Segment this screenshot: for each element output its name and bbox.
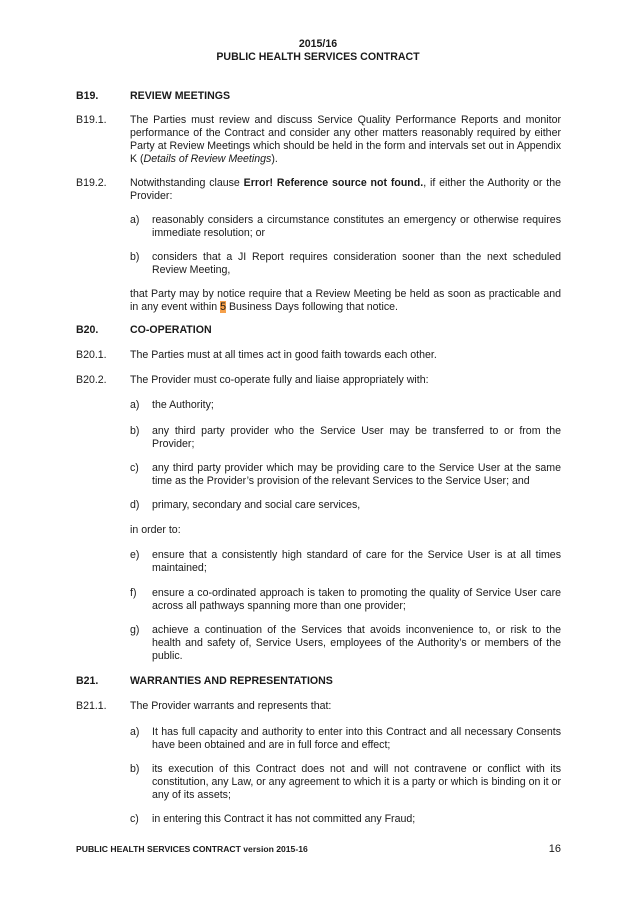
list-item-label: b) xyxy=(130,763,140,775)
clause-number-b19-1: B19.1. xyxy=(76,114,107,126)
list-item-text: in entering this Contract it has not committed any Fraud; xyxy=(152,813,416,825)
header-title: PUBLIC HEALTH SERVICES CONTRACT xyxy=(216,51,420,63)
list-item-text: ensure a co-ordinated approach is taken to promoting the quality of Service User care across all pathways spanning more than one provider; xyxy=(152,587,561,612)
clause-number-b21-1: B21.1. xyxy=(76,700,107,712)
clause-number-b20-1: B20.1. xyxy=(76,349,107,361)
error-reference-text: Error! Reference source not found. xyxy=(243,177,424,189)
list-item-label: e) xyxy=(130,549,140,561)
clause-tail-b19-2 xyxy=(130,288,561,314)
highlighted-value: 5 xyxy=(220,301,227,313)
list-item-label: c) xyxy=(130,462,139,474)
list-item-text: It has full capacity and authority to enter into this Contract and all necessary Consents have been obtained and are in full force and effect; xyxy=(152,726,561,751)
clause-text-b19-2-pre: Notwithstanding clause xyxy=(130,177,244,189)
clause-text-b19-1-end: ). xyxy=(271,153,278,165)
clause-text-b19-1 xyxy=(130,114,561,166)
list-item-label: f) xyxy=(130,587,137,599)
clause-text-b21-1: The Provider warrants and represents that: xyxy=(130,700,332,712)
section-title-b21: WARRANTIES AND REPRESENTATIONS xyxy=(130,675,333,687)
section-title-b19: REVIEW MEETINGS xyxy=(130,90,231,102)
list-item-text: reasonably considers a circumstance constitutes an emergency or otherwise requires immediate resolution; or xyxy=(152,214,561,239)
section-number-b21: B21. xyxy=(76,675,99,687)
in-order-to-text: in order to: xyxy=(130,524,181,536)
list-item-text: the Authority; xyxy=(152,399,214,411)
footer-title: PUBLIC HEALTH SERVICES CONTRACT version 2015-16 xyxy=(76,844,308,854)
list-item-label: b) xyxy=(130,425,140,437)
list-item-label: a) xyxy=(130,726,140,738)
clause-tail-post: Business Days following that notice. xyxy=(226,301,398,313)
clause-text-b19-1-main: The Parties must review and discuss Service Quality Performance Reports and monitor performance of the Contract and consider any other matters reasonably required by either Party at Review Meetings which should be held in the form and intervals set out in Appendix K ( xyxy=(130,114,561,165)
clause-text-b19-2-post: , if either the Authority or the Provider: xyxy=(130,177,561,202)
clause-number-b19-2: B19.2. xyxy=(76,177,107,189)
list-item-label: a) xyxy=(130,399,140,411)
clause-number-b20-2: B20.2. xyxy=(76,374,107,386)
list-item-text: primary, secondary and social care services, xyxy=(152,499,361,511)
clause-text-b19-2 xyxy=(130,177,561,203)
list-item-label: b) xyxy=(130,251,140,263)
list-item-text: any third party provider who the Service User may be transferred to or from the Provider; xyxy=(152,425,561,450)
list-item-label: g) xyxy=(130,624,140,636)
list-item-text: any third party provider which may be providing care to the Service User at the same time as the Provider’s provision of the relevant Services to the Service User; and xyxy=(152,462,561,487)
section-number-b19: B19. xyxy=(76,90,99,102)
page-number: 16 xyxy=(548,843,561,855)
clause-text-b20-1: The Parties must at all times act in good faith towards each other. xyxy=(130,349,437,361)
list-item-text: ensure that a consistently high standard of care for the Service User is at all times maintained; xyxy=(152,549,561,574)
clause-text-b20-2: The Provider must co-operate fully and liaise appropriately with: xyxy=(130,374,429,386)
clause-tail-pre: that Party may by notice require that a Review Meeting be held as soon as practicable and in any event within xyxy=(130,288,561,313)
list-item-text: its execution of this Contract does not and will not contravene or conflict with its constitution, any Law, or any agreement to which it is a party or which is binding on it or any of its assets; xyxy=(152,763,561,801)
list-item-text: achieve a continuation of the Services that avoids inconvenience to, or risk to the health and safety of, Service Users, employees of the Authority’s or members of the public. xyxy=(152,624,561,662)
list-item-text: considers that a JI Report requires consideration sooner than the next scheduled Review Meeting, xyxy=(152,251,561,276)
section-number-b20: B20. xyxy=(76,324,99,336)
list-item-label: d) xyxy=(130,499,140,511)
clause-text-b19-1-italic: Details of Review Meetings xyxy=(143,153,272,165)
section-title-b20: CO-OPERATION xyxy=(130,324,212,336)
header-year: 2015/16 xyxy=(298,38,338,50)
list-item-label: a) xyxy=(130,214,140,226)
list-item-label: c) xyxy=(130,813,139,825)
